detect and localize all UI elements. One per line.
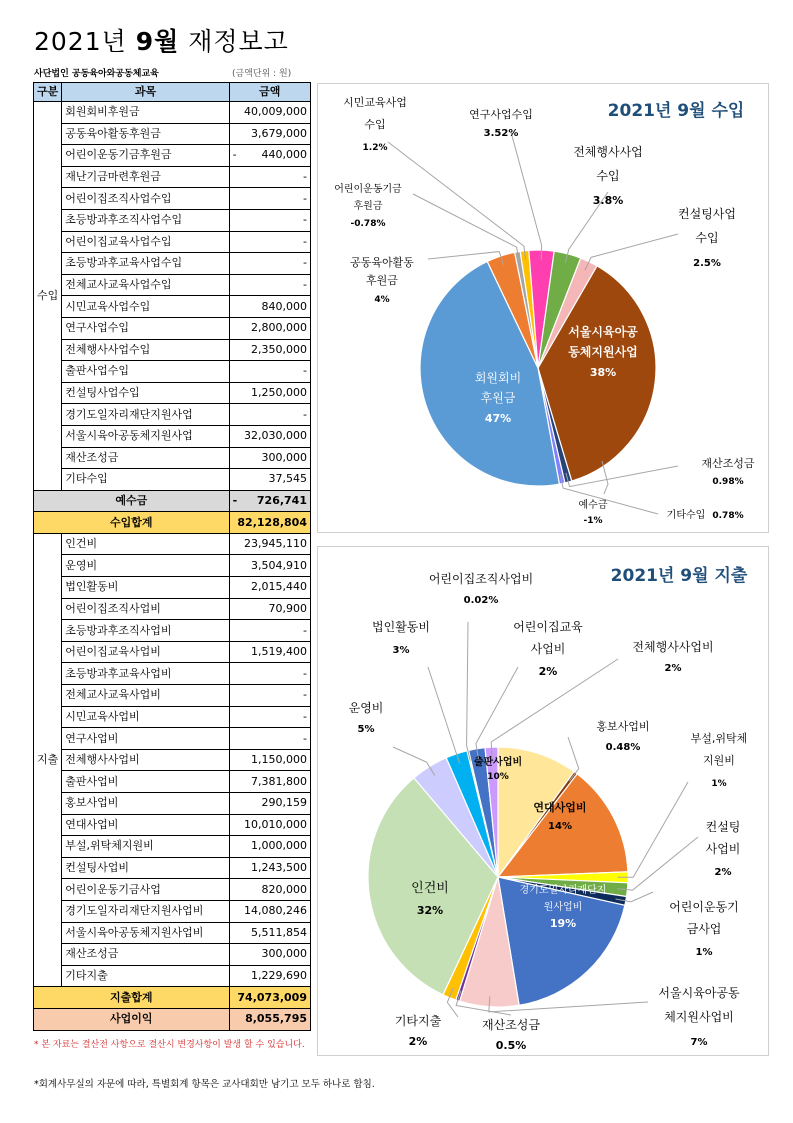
leader-line <box>428 667 460 764</box>
expense-item: 어린이집조직사업비 <box>62 598 229 620</box>
expense-item: 초등방과후교육사업비 <box>62 663 229 685</box>
leader-line <box>476 667 518 759</box>
income-amount: - <box>229 361 310 383</box>
table-row <box>34 641 311 663</box>
table-row <box>34 706 311 728</box>
slice-label <box>513 619 583 678</box>
slice-label-text: 회원회비 <box>474 371 522 385</box>
income-item: 어린이운동기금후원금 <box>62 145 229 167</box>
expense-item: 재산조성금 <box>62 944 229 966</box>
income-item: 초등방과후교육사업수입 <box>62 253 229 275</box>
slice-label <box>691 731 748 789</box>
expense-amount: 290,159 <box>229 793 310 815</box>
table-row <box>34 361 311 383</box>
income-chart-panel <box>317 83 769 533</box>
expense-amount: 820,000 <box>229 879 310 901</box>
leader-line <box>388 142 526 260</box>
slice-percent-label: 38% <box>589 366 617 379</box>
table-row <box>34 317 311 339</box>
slice-percent-label: 7% <box>690 1037 708 1048</box>
table-row <box>34 814 311 836</box>
slice-label-text: 서울시육아공 <box>568 325 638 339</box>
slice-percent-label: 2.5% <box>693 258 721 269</box>
income-amount: 2,350,000 <box>229 339 310 361</box>
income-item: 서울시육아공동체지원사업 <box>62 425 229 447</box>
negative-sign: - <box>232 493 238 507</box>
slice-label <box>350 255 414 305</box>
expense-amount: - <box>229 728 310 750</box>
expense-amount: 1,229,690 <box>229 965 310 987</box>
expense-item: 기타지출 <box>62 965 229 987</box>
table-row <box>34 944 311 966</box>
slice-label-text: 재산조성금 <box>482 1018 540 1032</box>
leader-line <box>511 132 542 259</box>
page-title <box>34 22 289 58</box>
slice-label-text: 수입 <box>364 118 386 131</box>
slice-label-text: 연구사업수입 <box>469 108 533 121</box>
table-row <box>34 857 311 879</box>
expense-item: 시민교육사업비 <box>62 706 229 728</box>
slice-percent-label: 2% <box>664 663 682 674</box>
income-amount: - <box>229 231 310 253</box>
slice-percent-label: 4% <box>374 295 390 305</box>
income-item: 재난기금마련후원금 <box>62 166 229 188</box>
slice-label <box>706 819 741 878</box>
income-amount: - <box>229 404 310 426</box>
finance-table <box>33 82 311 1031</box>
slice-label-text: 전체행사사업 <box>573 145 643 159</box>
income-item: 경기도일자리재단지원사업 <box>62 404 229 426</box>
table-row <box>34 447 311 469</box>
income-amount: - <box>229 188 310 210</box>
expense-amount: 10,010,000 <box>229 814 310 836</box>
income-amount: 40,009,000 <box>229 102 310 124</box>
income-amount <box>229 145 310 167</box>
expense-item: 초등방과후조직사업비 <box>62 620 229 642</box>
table-row <box>34 793 311 815</box>
expense-amount: 1,519,400 <box>229 641 310 663</box>
income-item: 시민교육사업수입 <box>62 296 229 318</box>
chart-title: 2021년 9월 지출 <box>610 566 748 586</box>
expense-amount: 5,511,854 <box>229 922 310 944</box>
table-row <box>34 965 311 987</box>
income-amount: 840,000 <box>229 296 310 318</box>
income-amount: 32,030,000 <box>229 425 310 447</box>
expense-amount: 14,080,246 <box>229 900 310 922</box>
expense-amount: 300,000 <box>229 944 310 966</box>
slice-label-text: 시민교육사업 <box>343 96 407 109</box>
slice-label-text: 후원금 <box>480 391 516 405</box>
slice-percent-label: 19% <box>549 917 577 930</box>
income-amount: - <box>229 274 310 296</box>
table-row <box>34 469 311 491</box>
leader-line <box>585 234 678 270</box>
title-month: 9월 <box>135 27 180 56</box>
income-amount: - <box>229 209 310 231</box>
slice-label-text: 부설,위탁체 <box>690 732 748 745</box>
income-amount: - <box>229 253 310 275</box>
table-row <box>34 253 311 275</box>
table-row <box>34 749 311 771</box>
expense-amount: 7,381,800 <box>229 771 310 793</box>
expense-item: 전체교사교육사업비 <box>62 685 229 707</box>
expense-amount: - <box>229 706 310 728</box>
deposit-row <box>34 490 311 512</box>
expense-item: 법인활동비 <box>62 577 229 599</box>
income-amount-value: 440,000 <box>261 148 307 162</box>
slice-label-text: 전체행사사업비 <box>632 640 714 654</box>
slice-label <box>678 206 736 269</box>
table-row <box>34 102 311 124</box>
expense-pie-chart <box>318 547 768 1055</box>
profit-row <box>34 1008 311 1030</box>
expense-item: 어린이운동기금사업 <box>62 879 229 901</box>
expense-item: 경기도일자리재단지원사업비 <box>62 900 229 922</box>
table-row <box>34 425 311 447</box>
table-row <box>34 404 311 426</box>
slice-label-text: 컨설팅 <box>705 820 741 834</box>
expense-amount: 1,150,000 <box>229 749 310 771</box>
table-row <box>34 663 311 685</box>
expense-amount: - <box>229 663 310 685</box>
expense-amount: 3,504,910 <box>229 555 310 577</box>
income-amount: 2,800,000 <box>229 317 310 339</box>
slice-label <box>573 144 643 207</box>
income-total-amount: 82,128,804 <box>229 512 310 534</box>
income-item: 어린이집교육사업수입 <box>62 231 229 253</box>
slice-label <box>343 95 407 153</box>
slice-label <box>469 107 533 139</box>
table-row <box>34 339 311 361</box>
header-item: 과목 <box>62 83 229 102</box>
table-row <box>34 836 311 858</box>
title-rest: 재정보고 <box>188 27 289 56</box>
table-row <box>34 296 311 318</box>
slice-label-text: 후원금 <box>366 274 398 287</box>
profit-amount: 8,055,795 <box>229 1008 310 1030</box>
slice-label-text: 수입 <box>596 169 620 183</box>
expense-item: 홍보사업비 <box>62 793 229 815</box>
slice-percent-label: 3.52% <box>483 128 519 139</box>
expense-category-label: 지출 <box>34 533 62 986</box>
slice-percent-label: 0.5% <box>495 1039 527 1052</box>
expense-item: 어린이집교육사업비 <box>62 641 229 663</box>
slice-label-text: 어린이운동기 <box>669 900 739 914</box>
expense-item: 연대사업비 <box>62 814 229 836</box>
table-row <box>34 382 311 404</box>
income-item: 공동육아활동후원금 <box>62 123 229 145</box>
table-row <box>34 274 311 296</box>
slice-label-text: 기타수입 <box>666 510 706 521</box>
table-row <box>34 685 311 707</box>
slice-label <box>596 719 649 753</box>
organization-name: 사단법인 공동육아와공동체교육 <box>34 69 159 79</box>
income-item: 기타수입 <box>62 469 229 491</box>
expense-amount: 23,945,110 <box>229 533 310 555</box>
slice-label <box>429 571 533 606</box>
income-item: 재산조성금 <box>62 447 229 469</box>
slice-percent-label: 0.98% <box>712 477 744 487</box>
slice-label <box>701 456 755 487</box>
slice-percent-label: 5% <box>357 724 375 735</box>
slice-label-text: 컨설팅사업 <box>678 207 736 221</box>
slice-label-text: 기타지출 <box>394 1014 442 1028</box>
slice-label-text: 원사업비 <box>543 902 583 913</box>
slice-label-text: 예수금 <box>578 500 608 511</box>
slice-label-text: 후원금 <box>353 201 383 212</box>
expense-amount: - <box>229 620 310 642</box>
income-amount: - <box>229 166 310 188</box>
expense-item: 전체행사사업비 <box>62 749 229 771</box>
income-item: 어린이집조직사업수입 <box>62 188 229 210</box>
slice-percent-label: 1% <box>695 947 713 958</box>
slice-percent-label: 47% <box>484 412 512 425</box>
slice-label-text: 어린이집조직사업비 <box>428 572 534 586</box>
slice-percent-label: -0.78% <box>350 219 386 229</box>
expense-amount: 70,900 <box>229 598 310 620</box>
income-amount: 3,679,000 <box>229 123 310 145</box>
expense-item: 서울시육아공동체지원사업비 <box>62 922 229 944</box>
slice-label <box>334 182 402 229</box>
income-item: 전체행사사업수입 <box>62 339 229 361</box>
table-row <box>34 728 311 750</box>
slice-label-text: 경기도일자리재단지 <box>519 885 607 896</box>
income-item: 연구사업수입 <box>62 317 229 339</box>
unit-note: (금액단위 : 원) <box>232 69 292 79</box>
slice-percent-label: 3.8% <box>592 194 624 207</box>
slice-percent-label: 0.48% <box>605 742 641 753</box>
accounting-note: *회계사무실의 자문에 따라, 특별회계 항목은 교사대회만 남기고 모두 하나로 합침. <box>34 1079 375 1090</box>
slice-percent-label: 32% <box>416 904 444 917</box>
slice-label <box>349 700 384 735</box>
slice-label <box>482 1017 540 1052</box>
table-row <box>34 145 311 167</box>
table-row <box>34 533 311 555</box>
table-row <box>34 188 311 210</box>
slice-percent-label: 2% <box>714 867 732 878</box>
slice-percent-label: -1% <box>583 516 603 526</box>
slice-label <box>395 1013 442 1048</box>
income-category-label: 수입 <box>34 102 62 491</box>
table-row <box>34 231 311 253</box>
expense-item: 인건비 <box>62 533 229 555</box>
expense-amount: 1,243,500 <box>229 857 310 879</box>
expense-amount: 1,000,000 <box>229 836 310 858</box>
slice-percent-label: 3% <box>392 645 410 656</box>
expense-total-row <box>34 987 311 1009</box>
income-pie-chart <box>318 84 768 532</box>
slice-percent-label: 0.78% <box>712 511 744 521</box>
table-row <box>34 166 311 188</box>
expense-chart-panel <box>317 546 769 1056</box>
slice-label-text: 동체지원사업 <box>568 345 638 359</box>
header-amount: 금액 <box>229 83 310 102</box>
expense-item: 연구사업비 <box>62 728 229 750</box>
table-row <box>34 123 311 145</box>
slice-label-text: 인건비 <box>411 881 449 896</box>
income-item: 초등방과후조직사업수입 <box>62 209 229 231</box>
slice-label <box>669 899 739 958</box>
slice-percent-label: 1.2% <box>362 143 388 153</box>
slice-label-text: 체지원사업비 <box>664 1010 734 1024</box>
slice-label <box>658 985 740 1048</box>
slice-label-text: 사업비 <box>705 842 741 856</box>
chart-title: 2021년 9월 수입 <box>607 101 745 121</box>
deposit-amount <box>229 490 310 512</box>
table-row <box>34 771 311 793</box>
profit-label: 사업이익 <box>34 1008 230 1030</box>
income-amount: 37,545 <box>229 469 310 491</box>
slice-label-text: 재산조성금 <box>701 457 755 470</box>
income-item: 회원회비후원금 <box>62 102 229 124</box>
slice-percent-label: 1% <box>711 779 727 789</box>
header-category: 구분 <box>34 83 62 102</box>
income-amount: 1,250,000 <box>229 382 310 404</box>
table-row <box>34 900 311 922</box>
disclaimer-note: * 본 자료는 결산전 사항으로 결산시 변경사항이 발생 할 수 있습니다. <box>34 1040 305 1050</box>
slice-percent-label: 2% <box>538 665 558 678</box>
expense-item: 운영비 <box>62 555 229 577</box>
expense-amount: - <box>229 685 310 707</box>
expense-total-amount: 74,073,009 <box>229 987 310 1009</box>
deposit-label: 예수금 <box>34 490 230 512</box>
slice-label-text: 출판사업비 <box>473 757 523 768</box>
income-total-label: 수입합계 <box>34 512 230 534</box>
table-row <box>34 620 311 642</box>
deposit-amount-value: 726,741 <box>256 493 307 507</box>
slice-label-text: 연대사업비 <box>533 801 587 814</box>
table-row <box>34 555 311 577</box>
slice-label-text: 어린이집교육 <box>513 620 583 634</box>
table-row <box>34 209 311 231</box>
slice-percent-label: 14% <box>548 821 572 832</box>
income-total-row <box>34 512 311 534</box>
expense-total-label: 지출합계 <box>34 987 230 1009</box>
slice-label-text: 법인활동비 <box>372 620 430 634</box>
slice-percent-label: 10% <box>487 772 509 782</box>
slice-label-text: 공동육아활동 <box>350 256 414 269</box>
table-row <box>34 879 311 901</box>
slice-label <box>372 619 430 656</box>
slice-label-text: 어린이운동기금 <box>334 184 402 195</box>
slice-label-text: 홍보사업비 <box>596 720 650 733</box>
slice-percent-label: 2% <box>408 1035 428 1048</box>
slice-label-text: 서울시육아공동 <box>658 986 740 1000</box>
slice-label-text: 금사업 <box>686 922 722 936</box>
expense-item: 출판사업비 <box>62 771 229 793</box>
slice-label <box>632 639 713 674</box>
leader-line <box>617 837 698 890</box>
table-row <box>34 577 311 599</box>
title-year: 2021년 <box>34 27 127 56</box>
income-item: 전체교사교육사업수입 <box>62 274 229 296</box>
income-amount: 300,000 <box>229 447 310 469</box>
table-row <box>34 922 311 944</box>
table-row <box>34 598 311 620</box>
expense-item: 부설,위탁체지원비 <box>62 836 229 858</box>
slice-label <box>667 508 744 521</box>
slice-label-text: 운영비 <box>348 701 384 715</box>
slice-label-text: 사업비 <box>530 642 566 656</box>
income-item: 컨설팅사업수입 <box>62 382 229 404</box>
slice-label-text: 수입 <box>695 231 719 245</box>
negative-sign: - <box>232 148 237 162</box>
slice-percent-label: 0.02% <box>463 595 499 606</box>
expense-item: 컨설팅사업비 <box>62 857 229 879</box>
leader-line <box>618 782 688 877</box>
expense-amount: 2,015,440 <box>229 577 310 599</box>
slice-label-text: 지원비 <box>703 754 735 767</box>
income-item: 출판사업수입 <box>62 361 229 383</box>
leader-line <box>467 622 471 761</box>
leader-line <box>413 194 519 261</box>
